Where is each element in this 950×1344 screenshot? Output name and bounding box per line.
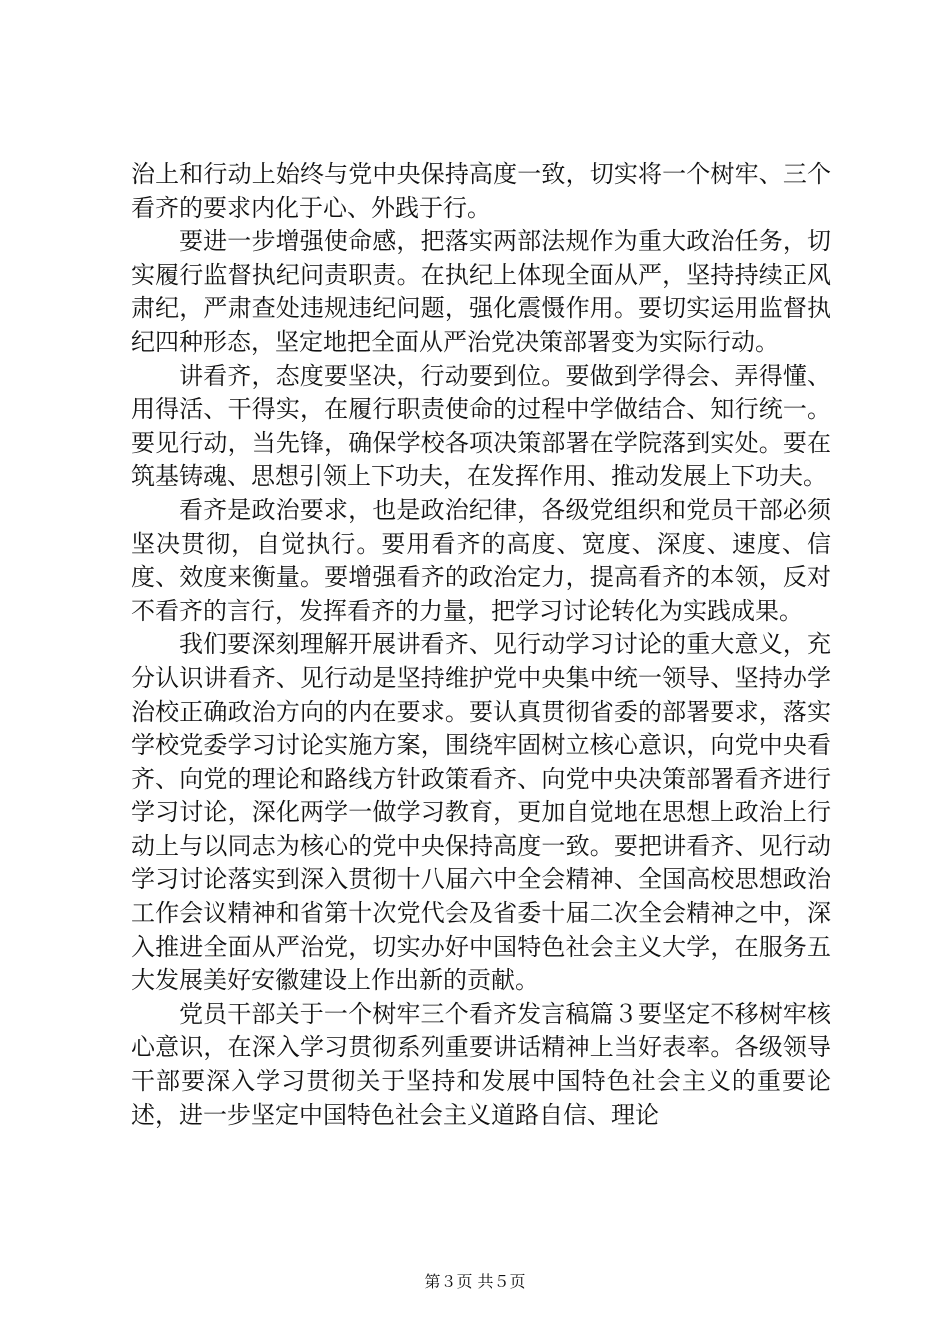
page-footer [0,1272,950,1292]
page-number: 第３页 共５页 [424,1272,526,1291]
document-body [131,158,831,1132]
paragraph-1: 治上和行动上始终与党中央保持高度一致，切实将一个树牢、三个看齐的要求内化于心、外践于行。 [131,160,831,222]
paragraph-5: 我们要深刻理解开展讲看齐、见行动学习讨论的重大意义，充分认识讲看齐、见行动是坚持维护党中央集中统一领导、坚持办学治校正确政治方向的内在要求。要认真贯彻省委的部署要求，落实学校党委学习讨论实施方案，围绕牢固树立核心意识，向党中央看齐、向党的理论和路线方针政策看齐、向党中央决策部署看齐进行学习讨论，深化两学一做学习教育，更加自觉地在思想上政治上行动上与以同志为核心的党中央保持高度一致。要把讲看齐、见行动学习讨论落实到深入贯彻十八届六中全会精神、全国高校思想政治工作会议精神和省第十次党代会及省委十届二次全会精神之中，深入推进全面从严治党，切实办好中国特色社会主义大学，在服务五大发展美好安徽建设上作出新的贡献。 [131,630,831,995]
paragraph-2: 要进一步增强使命感，把落实两部法规作为重大政治任务，切实履行监督执纪问责职责。在执纪上体现全面从严，坚持持续正风肃纪，严肃查处违规违纪问题，强化震慑作用。要切实运用监督执纪四种形态，坚定地把全面从严治党决策部署变为实际行动。 [131,227,831,356]
paragraph-4: 看齐是政治要求，也是政治纪律，各级党组织和党员干部必须坚决贯彻，自觉执行。要用看齐的高度、宽度、深度、速度、信度、效度来衡量。要增强看齐的政治定力，提高看齐的本领，反对不看齐的言行，发挥看齐的力量，把学习讨论转化为实践成果。 [131,495,831,625]
paragraph-3: 讲看齐，态度要坚决，行动要到位。要做到学得会、弄得懂、用得活、干得实，在履行职责使命的过程中学做结合、知行统一。要见行动，当先锋，确保学校各项决策部署在学院落到实处。要在筑基铸魂、思想引领上下功夫，在发挥作用、推动发展上下功夫。 [131,361,831,491]
paragraph-6: 党员干部关于一个树牢三个看齐发言稿篇３要坚定不移树牢核心意识，在深入学习贯彻系列重要讲话精神上当好表率。各级领导干部要深入学习贯彻关于坚持和发展中国特色社会主义的重要论述，进一步坚定中国特色社会主义道路自信、理论 [131,999,831,1129]
